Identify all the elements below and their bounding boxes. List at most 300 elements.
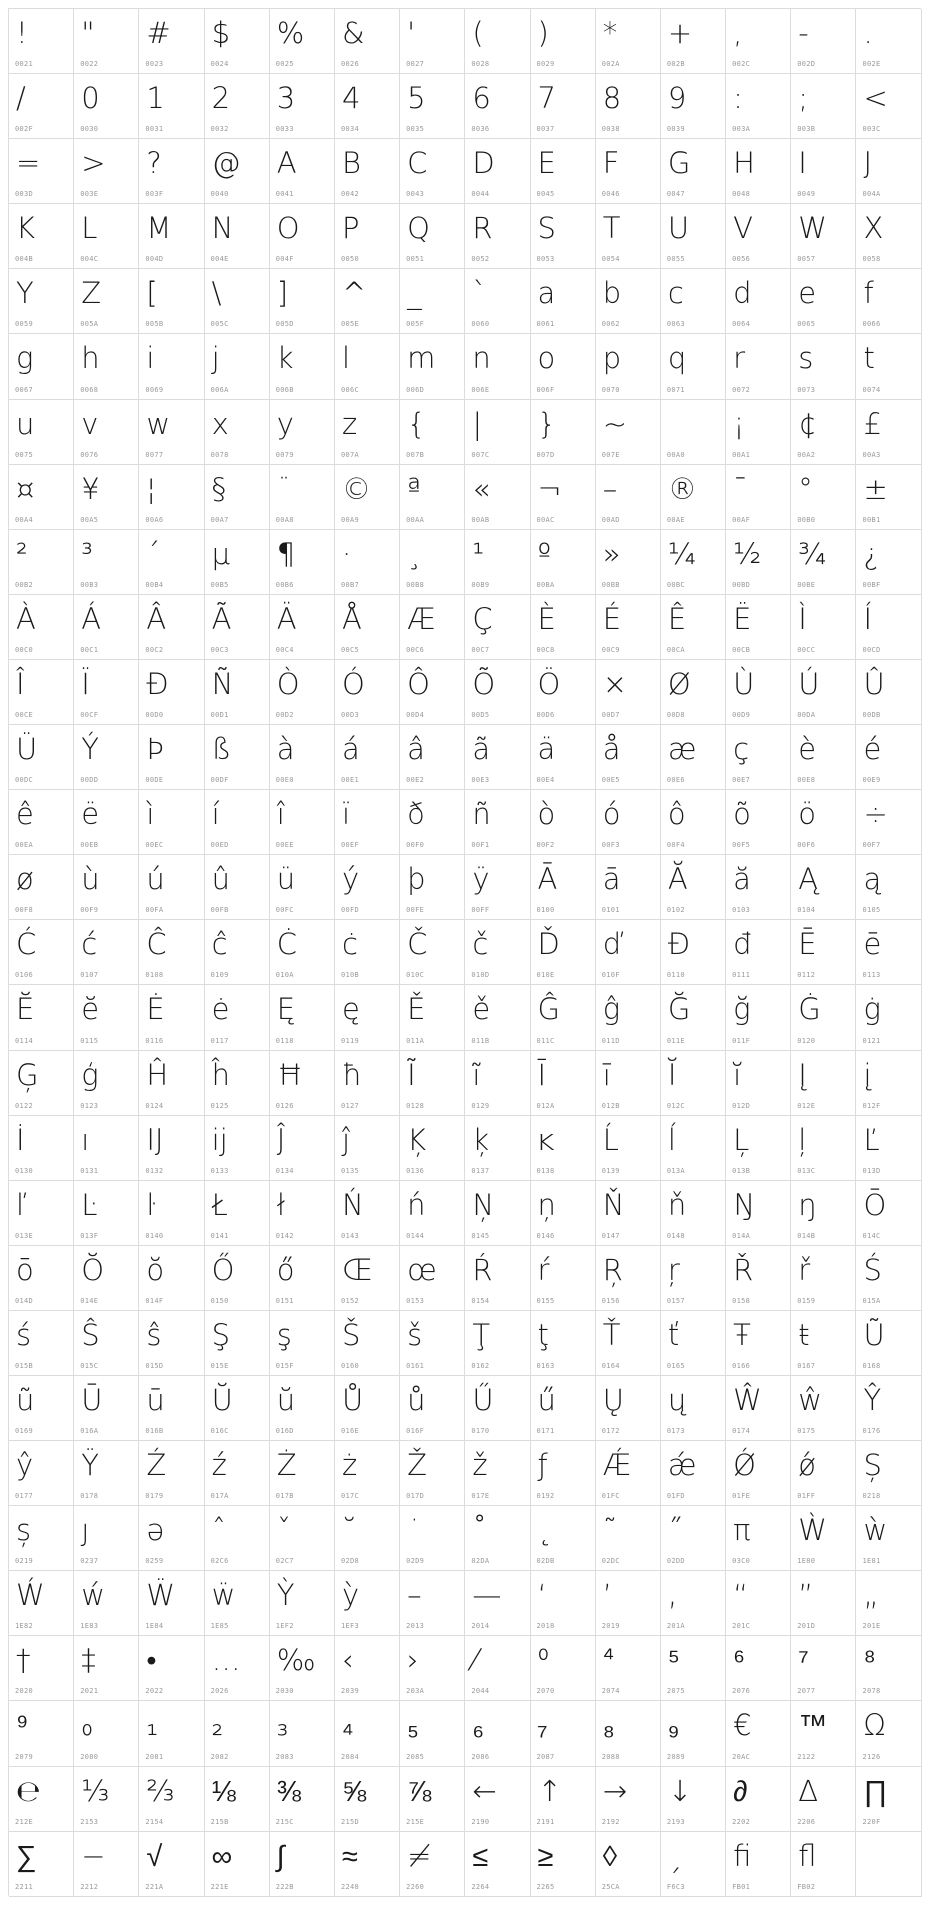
glyph-codepoint: 0163 <box>536 1361 555 1370</box>
glyph-character: Þ <box>146 732 164 767</box>
glyph-cell <box>465 9 530 74</box>
glyph-character: j <box>211 341 220 376</box>
glyph-cell <box>335 1701 400 1766</box>
glyph-character: ” <box>798 1578 814 1613</box>
glyph-cell <box>856 1051 921 1116</box>
glyph-character: Ẁ <box>798 1513 827 1548</box>
glyph-cell <box>661 1506 726 1571</box>
glyph-codepoint: 0057 <box>797 255 816 264</box>
glyph-cell <box>596 595 661 660</box>
glyph-character: r <box>733 341 745 376</box>
glyph-character: = <box>16 146 41 181</box>
glyph-character: É <box>602 601 622 636</box>
glyph-cell <box>465 1767 530 1832</box>
glyph-character: é <box>863 732 882 767</box>
glyph-cell <box>596 269 661 334</box>
glyph-character: ş <box>276 1317 292 1352</box>
glyph-cell <box>531 1311 596 1376</box>
glyph-character: ë <box>81 797 100 832</box>
glyph-cell <box>596 1181 661 1246</box>
glyph-character: Ú <box>798 666 820 701</box>
glyph-codepoint: 0052 <box>471 255 490 264</box>
glyph-cell <box>139 334 204 399</box>
glyph-character: Ž <box>407 1448 427 1483</box>
glyph-character: ġ <box>863 992 881 1027</box>
glyph-cell <box>205 1701 270 1766</box>
glyph-cell <box>596 1311 661 1376</box>
glyph-codepoint: 0062 <box>601 320 620 329</box>
glyph-codepoint: 00AE <box>666 515 685 524</box>
glyph-character: ú <box>146 862 165 897</box>
glyph-character: @ <box>211 146 241 181</box>
glyph-character: ņ <box>537 1187 556 1222</box>
glyph-codepoint: 00C3 <box>210 645 229 654</box>
glyph-cell <box>791 920 856 985</box>
glyph-character: Ģ <box>16 1057 39 1092</box>
glyph-cell <box>335 9 400 74</box>
glyph-character: Ẃ <box>16 1578 45 1613</box>
glyph-codepoint: 0218 <box>862 1492 881 1501</box>
glyph-codepoint: 2089 <box>666 1752 685 1761</box>
glyph-codepoint: 203A <box>406 1687 425 1696</box>
glyph-codepoint: 2082 <box>210 1752 229 1761</box>
glyph-cell <box>596 9 661 74</box>
glyph-character: ° <box>798 471 813 506</box>
glyph-codepoint: 0166 <box>732 1361 751 1370</box>
glyph-cell <box>791 465 856 530</box>
glyph-cell <box>465 1376 530 1441</box>
glyph-cell <box>661 9 726 74</box>
glyph-character: e <box>798 276 817 311</box>
glyph-cell <box>531 1181 596 1246</box>
glyph-cell <box>74 1636 139 1701</box>
glyph-cell <box>205 1246 270 1311</box>
glyph-cell <box>661 1246 726 1311</box>
glyph-cell <box>205 725 270 790</box>
glyph-codepoint: 007E <box>601 450 620 459</box>
glyph-character: ŕ <box>537 1252 550 1287</box>
glyph-cell <box>270 1116 335 1181</box>
glyph-cell <box>9 1636 74 1701</box>
glyph-character: ¾ <box>798 536 827 571</box>
glyph-cell <box>726 1116 791 1181</box>
glyph-codepoint: 00E6 <box>666 776 685 785</box>
glyph-character: ã <box>472 732 491 767</box>
glyph-codepoint: 016D <box>275 1427 294 1436</box>
glyph-character: I <box>798 146 807 181</box>
glyph-codepoint: 0036 <box>471 125 490 134</box>
glyph-codepoint: 013B <box>732 1166 751 1175</box>
glyph-character: ļ <box>798 1122 807 1157</box>
glyph-cell <box>335 204 400 269</box>
glyph-character: B <box>341 146 361 181</box>
glyph-cell <box>465 1506 530 1571</box>
glyph-character: A <box>276 146 297 181</box>
glyph-cell <box>270 920 335 985</box>
glyph-character: ł <box>276 1187 285 1222</box>
glyph-codepoint: 00F3 <box>601 841 620 850</box>
glyph-codepoint: 00E4 <box>536 776 555 785</box>
glyph-codepoint: 0159 <box>797 1296 816 1305</box>
glyph-character: Ŷ <box>863 1382 882 1417</box>
glyph-grid <box>8 8 921 1896</box>
glyph-cell <box>335 1116 400 1181</box>
glyph-cell <box>596 204 661 269</box>
glyph-character: Š <box>341 1317 361 1352</box>
glyph-codepoint: 215B <box>210 1817 229 1826</box>
glyph-codepoint: 006A <box>210 385 229 394</box>
glyph-cell <box>661 465 726 530</box>
glyph-cell <box>205 1376 270 1441</box>
glyph-cell <box>856 1246 921 1311</box>
glyph-cell <box>856 1441 921 1506</box>
glyph-codepoint: 00BB <box>601 580 620 589</box>
glyph-cell <box>726 1571 791 1636</box>
glyph-codepoint: 0049 <box>797 190 816 199</box>
glyph-character: ₄ <box>341 1708 354 1743</box>
glyph-codepoint: 215D <box>340 1817 359 1826</box>
glyph-character: Á <box>81 601 102 636</box>
glyph-character: Ì <box>798 601 807 636</box>
glyph-codepoint: 013E <box>15 1231 34 1240</box>
glyph-character: ⁄ <box>472 1643 478 1678</box>
glyph-character: ľ <box>16 1187 27 1222</box>
glyph-cell <box>270 1181 335 1246</box>
glyph-character: ħ <box>341 1057 363 1092</box>
glyph-character: − <box>81 1838 106 1873</box>
glyph-cell <box>856 1311 921 1376</box>
glyph-character: l <box>341 341 350 376</box>
glyph-cell <box>531 204 596 269</box>
glyph-codepoint: 00FD <box>340 906 359 915</box>
glyph-character: à <box>276 732 295 767</box>
glyph-codepoint: 0071 <box>666 385 685 394</box>
glyph-cell <box>205 1571 270 1636</box>
glyph-character: ⁶ <box>733 1643 745 1678</box>
glyph-cell <box>74 985 139 1050</box>
glyph-character: Ō <box>863 1187 887 1222</box>
glyph-cell <box>139 1767 204 1832</box>
glyph-codepoint: 0053 <box>536 255 555 264</box>
glyph-cell <box>596 660 661 725</box>
glyph-cell <box>856 530 921 595</box>
glyph-character: « <box>472 471 491 506</box>
glyph-codepoint: 00FA <box>145 906 164 915</box>
glyph-cell <box>205 139 270 204</box>
glyph-codepoint: 00CB <box>732 645 751 654</box>
glyph-cell <box>205 1116 270 1181</box>
glyph-codepoint: 0058 <box>862 255 881 264</box>
glyph-codepoint: 012B <box>601 1101 620 1110</box>
glyph-codepoint: 0073 <box>797 385 816 394</box>
glyph-cell <box>400 465 465 530</box>
glyph-codepoint: 0174 <box>732 1427 751 1436</box>
glyph-character: ℮ <box>16 1773 41 1808</box>
glyph-codepoint: 00F7 <box>862 841 881 850</box>
glyph-character: ∆ <box>798 1773 819 1808</box>
glyph-cell <box>400 139 465 204</box>
glyph-codepoint: 2030 <box>275 1687 294 1696</box>
glyph-codepoint: 00F2 <box>536 841 555 850</box>
glyph-codepoint: 00E8 <box>797 776 816 785</box>
glyph-codepoint: 0061 <box>536 320 555 329</box>
glyph-cell <box>9 1441 74 1506</box>
glyph-codepoint: 0219 <box>15 1557 34 1566</box>
glyph-character: ș <box>16 1513 32 1548</box>
glyph-character: Ò <box>276 666 300 701</box>
glyph-cell <box>856 1636 921 1701</box>
glyph-character: Ê <box>667 601 687 636</box>
glyph-cell <box>270 660 335 725</box>
glyph-cell <box>661 1701 726 1766</box>
glyph-codepoint: 0104 <box>797 906 816 915</box>
glyph-codepoint: 006F <box>536 385 555 394</box>
glyph-codepoint: 0040 <box>210 190 229 199</box>
glyph-codepoint: 0151 <box>275 1296 294 1305</box>
glyph-character: † <box>16 1643 31 1678</box>
glyph-cell <box>465 660 530 725</box>
glyph-character: € <box>733 1708 752 1743</box>
glyph-character: ‡ <box>81 1643 96 1678</box>
glyph-codepoint: 0110 <box>666 971 685 980</box>
glyph-codepoint: 00DD <box>80 776 99 785</box>
glyph-cell <box>205 985 270 1050</box>
glyph-character: Ĥ <box>146 1057 169 1092</box>
glyph-character: ~ <box>602 406 627 441</box>
glyph-cell <box>335 139 400 204</box>
glyph-cell <box>400 74 465 139</box>
glyph-character: ä <box>537 732 556 767</box>
glyph-codepoint: 00FF <box>471 906 490 915</box>
glyph-character: ± <box>863 471 888 506</box>
glyph-character: þ <box>407 862 426 897</box>
glyph-cell <box>531 1701 596 1766</box>
glyph-codepoint: 2248 <box>340 1882 359 1891</box>
glyph-cell <box>74 1701 139 1766</box>
glyph-character: ű <box>537 1382 556 1417</box>
glyph-codepoint: 0117 <box>210 1036 229 1045</box>
glyph-cell <box>596 465 661 530</box>
glyph-cell <box>335 725 400 790</box>
glyph-cell <box>335 1832 400 1897</box>
glyph-codepoint: 006C <box>340 385 359 394</box>
glyph-codepoint: 2190 <box>471 1817 490 1826</box>
glyph-character: Ų <box>602 1382 624 1417</box>
glyph-cell <box>139 139 204 204</box>
glyph-cell <box>531 1376 596 1441</box>
glyph-codepoint: 0136 <box>406 1166 425 1175</box>
glyph-codepoint: 01FE <box>732 1492 751 1501</box>
glyph-cell <box>791 139 856 204</box>
glyph-character: Ŋ <box>733 1187 756 1222</box>
glyph-character: Ỳ <box>276 1578 295 1613</box>
glyph-character: ≤ <box>472 1838 489 1873</box>
glyph-character: ˜ <box>602 1513 618 1548</box>
glyph-character: Ŝ <box>81 1317 100 1352</box>
glyph-character: Î <box>16 666 25 701</box>
glyph-codepoint: 0121 <box>862 1036 881 1045</box>
glyph-codepoint: 0069 <box>145 385 164 394</box>
glyph-cell <box>791 725 856 790</box>
glyph-cell <box>661 725 726 790</box>
glyph-codepoint: 2191 <box>536 1817 555 1826</box>
glyph-cell <box>400 790 465 855</box>
glyph-cell <box>205 400 270 465</box>
glyph-cell <box>726 725 791 790</box>
glyph-codepoint: 0133 <box>210 1166 229 1175</box>
glyph-cell <box>335 1506 400 1571</box>
glyph-codepoint: 00B6 <box>275 580 294 589</box>
glyph-cell <box>596 1246 661 1311</box>
glyph-character: Ý <box>81 732 99 767</box>
glyph-codepoint: 0168 <box>862 1361 881 1370</box>
glyph-codepoint: 212E <box>15 1817 34 1826</box>
glyph-codepoint: 2039 <box>340 1687 359 1696</box>
glyph-codepoint: 00EF <box>340 841 359 850</box>
glyph-character: ₉ <box>667 1708 680 1743</box>
glyph-codepoint: 0157 <box>666 1296 685 1305</box>
glyph-cell <box>465 1181 530 1246</box>
glyph-character: Ö <box>537 666 561 701</box>
glyph-codepoint: 00DF <box>210 776 229 785</box>
glyph-cell <box>465 139 530 204</box>
glyph-character: ˘ <box>341 1513 357 1548</box>
glyph-character: ‹ <box>341 1643 354 1678</box>
glyph-character: ^ <box>341 276 367 311</box>
glyph-cell <box>596 139 661 204</box>
glyph-character: ê <box>16 797 34 832</box>
glyph-character: ² <box>16 536 28 571</box>
glyph-cell <box>400 1311 465 1376</box>
glyph-character: Ã <box>211 601 232 636</box>
glyph-cell <box>74 400 139 465</box>
glyph-character: ă <box>733 862 751 897</box>
glyph-character: t <box>863 341 875 376</box>
glyph-codepoint: 006E <box>471 385 490 394</box>
glyph-cell <box>596 1767 661 1832</box>
glyph-codepoint: 01FC <box>601 1492 620 1501</box>
glyph-codepoint: 2019 <box>601 1622 620 1631</box>
glyph-character: ﬂ <box>798 1838 817 1873</box>
glyph-cell <box>856 1571 921 1636</box>
glyph-cell <box>139 1246 204 1311</box>
glyph-cell <box>335 855 400 920</box>
glyph-character: Ŧ <box>733 1317 751 1352</box>
glyph-character: ŗ <box>667 1252 680 1287</box>
glyph-codepoint: 0048 <box>732 190 751 199</box>
glyph-codepoint: 0153 <box>406 1296 425 1305</box>
glyph-character: R <box>472 211 493 246</box>
glyph-cell <box>856 855 921 920</box>
glyph-codepoint: 005E <box>340 320 359 329</box>
glyph-cell <box>74 139 139 204</box>
glyph-cell <box>726 1051 791 1116</box>
glyph-cell <box>205 1181 270 1246</box>
glyph-character: ¨ <box>276 471 292 506</box>
glyph-character: ∂ <box>733 1773 748 1808</box>
glyph-character: ẁ <box>863 1513 888 1548</box>
glyph-codepoint: 0179 <box>145 1492 164 1501</box>
glyph-codepoint: 014E <box>80 1296 99 1305</box>
glyph-codepoint: 0077 <box>145 450 164 459</box>
glyph-cell <box>335 1246 400 1311</box>
glyph-character: Ą <box>798 862 819 897</box>
glyph-codepoint: 00DE <box>145 776 164 785</box>
glyph-codepoint: 221E <box>210 1882 229 1891</box>
glyph-codepoint: 0129 <box>471 1101 490 1110</box>
glyph-cell <box>335 1181 400 1246</box>
glyph-character: ÿ <box>472 862 490 897</box>
glyph-codepoint: 0119 <box>340 1036 359 1045</box>
glyph-cell <box>726 1506 791 1571</box>
glyph-character: ü <box>276 862 296 897</box>
glyph-cell <box>335 920 400 985</box>
glyph-character: Ť <box>602 1317 621 1352</box>
glyph-codepoint: 00DC <box>15 776 34 785</box>
glyph-character: Ň <box>602 1187 625 1222</box>
glyph-cell <box>791 1441 856 1506</box>
glyph-cell <box>661 1571 726 1636</box>
glyph-codepoint: 2202 <box>732 1817 751 1826</box>
glyph-cell <box>335 1376 400 1441</box>
glyph-codepoint: 1E81 <box>862 1557 881 1566</box>
glyph-cell <box>791 1636 856 1701</box>
glyph-cell <box>531 1246 596 1311</box>
glyph-codepoint: 2212 <box>80 1882 99 1891</box>
glyph-cell <box>856 74 921 139</box>
glyph-cell <box>139 530 204 595</box>
glyph-character: ė <box>211 992 230 1027</box>
glyph-codepoint: 003F <box>145 190 164 199</box>
glyph-codepoint: 1EF3 <box>340 1622 359 1631</box>
glyph-cell <box>531 530 596 595</box>
glyph-codepoint: 00A6 <box>145 515 164 524</box>
glyph-codepoint: 00C1 <box>80 645 99 654</box>
glyph-character: ' <box>407 16 416 50</box>
glyph-cell <box>139 920 204 985</box>
glyph-character: Ć <box>16 927 37 962</box>
glyph-cell <box>9 269 74 334</box>
glyph-cell <box>270 530 335 595</box>
glyph-codepoint: 00B2 <box>15 580 34 589</box>
glyph-cell <box>791 1376 856 1441</box>
glyph-cell <box>726 1311 791 1376</box>
glyph-codepoint: 2021 <box>80 1687 99 1696</box>
glyph-codepoint: 00B0 <box>797 515 816 524</box>
glyph-codepoint: 0031 <box>145 125 164 134</box>
glyph-cell <box>139 1506 204 1571</box>
glyph-character: ź <box>211 1448 227 1483</box>
glyph-character: đ <box>733 927 752 962</box>
glyph-cell <box>531 1571 596 1636</box>
glyph-codepoint: 25CA <box>601 1882 620 1891</box>
glyph-character: q <box>667 341 687 376</box>
glyph-codepoint: 017A <box>210 1492 229 1501</box>
glyph-cell <box>791 204 856 269</box>
glyph-cell <box>335 790 400 855</box>
glyph-character: Ù <box>733 666 755 701</box>
glyph-character: ȷ <box>81 1513 90 1548</box>
glyph-character: ó <box>602 797 621 832</box>
glyph-character: ï <box>341 797 350 832</box>
glyph-character: Œ <box>341 1252 373 1287</box>
glyph-codepoint: 00F4 <box>666 841 685 850</box>
glyph-cell <box>74 269 139 334</box>
glyph-character: › <box>407 1643 419 1678</box>
glyph-character: E <box>537 146 556 181</box>
glyph-codepoint: 2087 <box>536 1752 555 1761</box>
glyph-codepoint: 00C4 <box>275 645 294 654</box>
